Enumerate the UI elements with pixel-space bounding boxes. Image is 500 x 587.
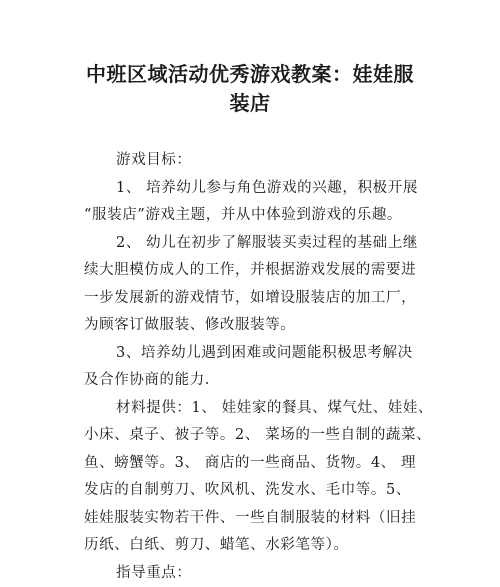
paragraph-line: 鱼、螃蟹等。3、 商店的一些商品、货物。4、 理	[84, 450, 460, 478]
paragraph-line-goals-heading: 游戏目标：	[116, 147, 460, 175]
document-title: 中班区域活动优秀游戏教案：娃娃服 装店	[60, 60, 440, 118]
paragraph-line: 1、 培养幼儿参与角色游戏的兴趣，积极开展	[116, 175, 460, 203]
paragraph-line: 小床、桌子、被子等。2、 菜场的一些自制的蔬菜、	[84, 422, 460, 450]
paragraph-line: 一步发展新的游戏情节，如增设服装店的加工厂，	[84, 285, 460, 313]
paragraph-line-materials: 材料提供：1、 娃娃家的餐具、煤气灶、娃娃、	[116, 395, 460, 423]
paragraph-line: 历纸、白纸、剪刀、蜡笔、水彩笔等）。	[84, 532, 460, 560]
paragraph-line: “服装店”游戏主题，并从中体验到游戏的乐趣。	[84, 202, 460, 230]
paragraph-line: 发店的自制剪刀、吹风机、洗发水、毛巾等。5、	[84, 477, 460, 505]
paragraph-line: 2、 幼儿在初步了解服装买卖过程的基础上继	[116, 230, 460, 258]
paragraph-line-guidance-heading: 指导重点：	[116, 560, 460, 587]
paragraph-line: 及合作协商的能力.	[84, 367, 460, 395]
paragraph-line: 娃娃服装实物若干件、一些自制服装的材料（旧挂	[84, 505, 460, 533]
paragraph-line: 3、培养幼儿遇到困难或问题能积极思考解决	[116, 340, 460, 368]
paragraph-line: 续大胆模仿成人的工作，并根据游戏发展的需要进	[84, 257, 460, 285]
paragraph-line: 为顾客订做服装、修改服装等。	[84, 312, 460, 340]
